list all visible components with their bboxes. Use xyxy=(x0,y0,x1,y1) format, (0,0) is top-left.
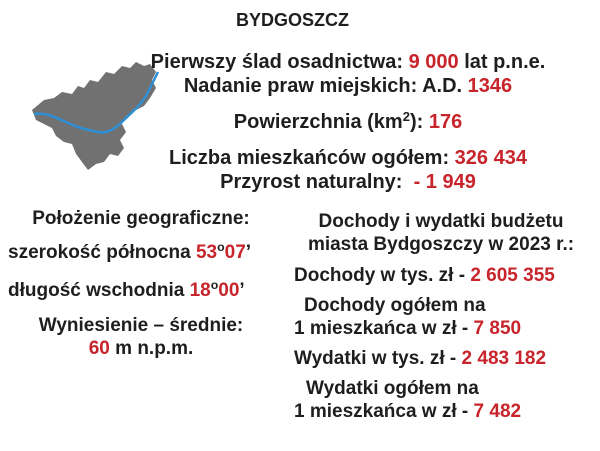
expenses-per-capita-line-2: 1 mieszkańca w zł - 7 482 xyxy=(294,401,522,422)
area-line: Powierzchnia $(km^2)$: 176 xyxy=(233,108,463,133)
income-line: Dochody w tys. zł - 2 605 355 xyxy=(294,265,555,286)
budget-heading-2: miasta Bydgoszczy w 2023 r.: xyxy=(307,234,575,255)
expenses-value: 2 483 182 xyxy=(461,348,547,369)
population-value: 326 434 xyxy=(454,147,527,169)
geography-heading: Położenie geograficzne: xyxy=(32,208,250,229)
expenses-per-capita-line-1: Wydatki ogółem na xyxy=(306,378,479,399)
elevation-label: Wyniesienie – średnie: xyxy=(38,315,244,336)
natural-growth-value: - 1 949 xyxy=(413,171,476,193)
income-value: 2 605 355 xyxy=(470,265,555,286)
first-settlement-line: Pierwszy ślad osadnictwa: 9 000 lat p.n.e. xyxy=(150,51,546,73)
city-rights-line: Nadanie praw miejskich: A.D. 1346 xyxy=(183,75,513,97)
population-line: Liczba mieszkańców ogółem: 326 434 xyxy=(169,147,527,169)
city-rights-year: 1346 xyxy=(467,75,513,97)
budget-heading-1: Dochody i wydatki budżetu xyxy=(318,211,564,232)
income-per-capita-line-1: Dochody ogółem na xyxy=(304,295,486,316)
income-per-capita-line-2: 1 mieszkańca w zł - 7 850 xyxy=(294,318,522,339)
longitude-line: długość wschodnia 18$^o$00’ xyxy=(8,278,245,301)
latitude-line: szerokość północna 53$^o$07’ xyxy=(8,240,252,263)
elevation-value: 60 xyxy=(88,338,110,359)
expenses-per-capita-value: 7 482 xyxy=(473,401,522,422)
income-per-capita-value: 7 850 xyxy=(473,318,522,339)
area-value: 176 xyxy=(428,111,463,133)
elevation-line: 60 m n.p.m. xyxy=(88,338,194,359)
expenses-line: Wydatki w tys. zł - 2 483 182 xyxy=(294,348,547,369)
first-settlement-value: 9 000 xyxy=(408,51,459,73)
page-title: BYDGOSZCZ xyxy=(236,10,350,30)
natural-growth-line: Przyrost naturalny: - 1 949 xyxy=(220,171,476,193)
